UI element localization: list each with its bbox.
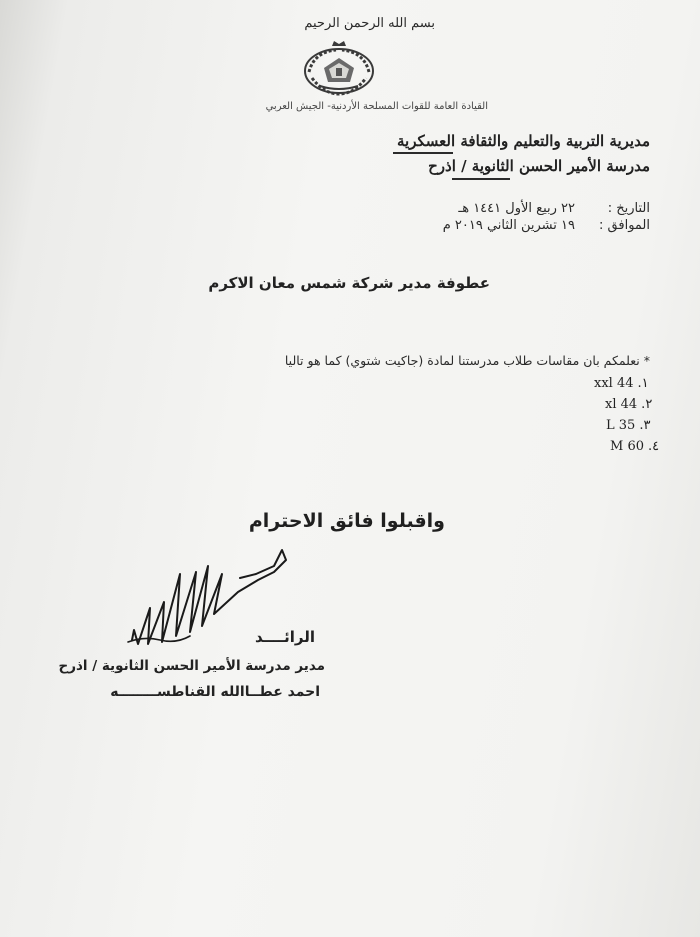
list-item [605,394,660,415]
closing-phrase: واقبلوا فائق الاحترام [248,510,445,532]
school-underline [452,178,510,180]
hijri-date-label: التاريخ : [607,201,650,216]
command-header: القيادة العامة للقوات المسلحة الأردنية- الجيش العربي [265,101,488,112]
hijri-date-value: ٢٢ ربيع الأول ١٤٤١ هـ [458,201,575,216]
gregorian-date-value: ١٩ تشرين الثاني ٢٠١٩ م [442,218,575,233]
size-item-text: M 60 [610,439,644,454]
signatory-role: مدير مدرسة الأمير الحسن الثانوية / اذرح [58,658,325,674]
size-item-text: xxl 44 [594,376,634,391]
school-header: مدرسة الأمير الحسن الثانوية / اذرح [428,157,650,175]
list-item [610,436,665,457]
army-emblem-icon [296,38,382,100]
body-text: * نعلمكم بان مقاسات طلاب مدرستنا لمادة (جاكيت شتوي) كما هو تاليا [284,353,650,368]
list-item [606,415,661,436]
size-item-number: .٤ [648,439,660,454]
size-item-number: .٢ [641,397,653,412]
basmala: بسم الله الرحمن الرحيم [304,16,435,31]
recipient: عطوفة مدير شركة شمس معان الاكرم [208,274,490,292]
size-item-text: L 35 [606,418,636,433]
size-item-number: .١ [637,376,649,391]
size-item-text: xl 44 [605,397,638,412]
directorate-header: مديرية التربية والتعليم والثقافة العسكرية [397,132,650,150]
signatory-rank: الرائــــد [254,628,315,646]
directorate-underline [393,152,453,154]
list-item [594,373,649,394]
gregorian-date-label: الموافق : [599,218,650,233]
sizes-list [594,373,660,457]
signatory-name: احمد عطــاالله القناطســــــــه [110,684,320,700]
size-item-number: .٣ [639,418,651,433]
